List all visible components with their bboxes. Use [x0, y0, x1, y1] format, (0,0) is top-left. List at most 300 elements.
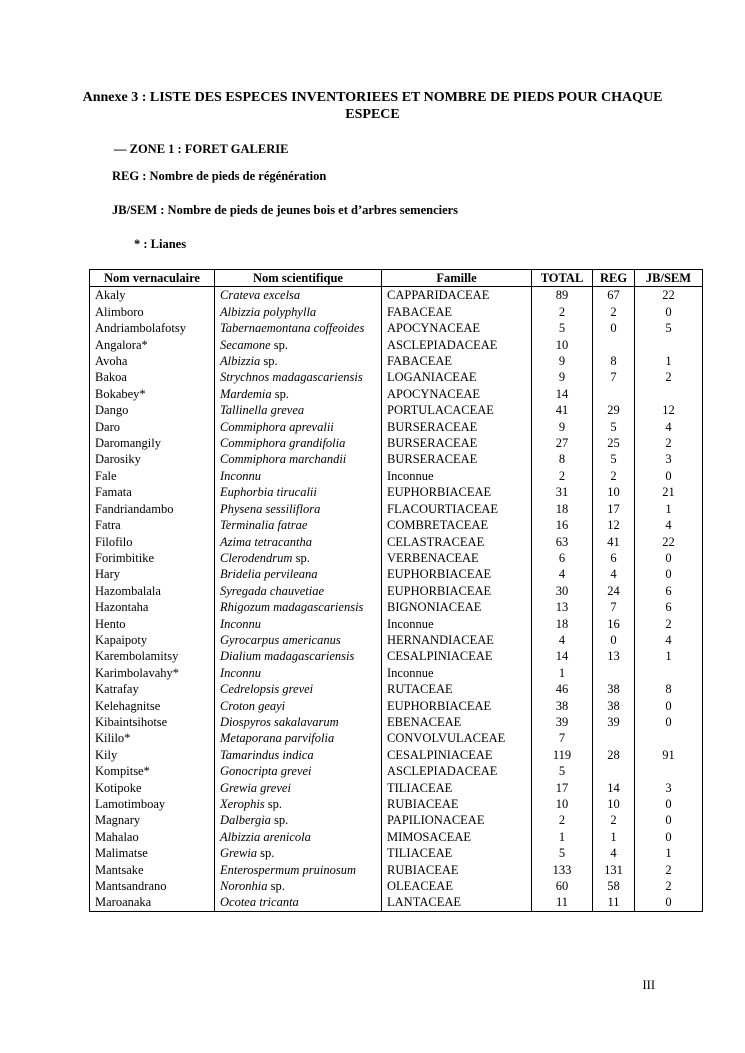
scientific-name: Diospyros sakalavarum	[220, 714, 339, 729]
species-abbrev: sp.	[295, 550, 310, 565]
cell-jb-sem: 0	[635, 812, 703, 828]
cell-famille: BURSERACEAE	[382, 435, 532, 451]
cell-reg: 17	[593, 501, 635, 517]
cell-nom-scientifique	[215, 451, 382, 467]
cell-nom-vernaculaire: Alimboro	[90, 304, 215, 320]
table-row	[90, 681, 703, 697]
cell-nom-vernaculaire: Hento	[90, 616, 215, 632]
cell-famille: ASCLEPIADACEAE	[382, 337, 532, 353]
cell-famille: HERNANDIACEAE	[382, 632, 532, 648]
cell-nom-vernaculaire: Lamotimboay	[90, 796, 215, 812]
cell-jb-sem: 8	[635, 681, 703, 697]
cell-nom-scientifique	[215, 829, 382, 845]
scientific-name: Dalbergia	[220, 813, 271, 828]
cell-nom-scientifique	[215, 681, 382, 697]
cell-nom-scientifique	[215, 337, 382, 353]
cell-nom-vernaculaire: Kapaipoty	[90, 632, 215, 648]
cell-famille: CESALPINIACEAE	[382, 747, 532, 763]
cell-nom-vernaculaire: Kily	[90, 747, 215, 763]
cell-nom-vernaculaire: Fale	[90, 468, 215, 484]
scientific-name: Commiphora aprevalii	[220, 419, 334, 434]
cell-nom-scientifique	[215, 632, 382, 648]
table-row	[90, 583, 703, 599]
cell-reg: 0	[593, 320, 635, 336]
cell-nom-scientifique	[215, 369, 382, 385]
scientific-name: Cedrelopsis grevei	[220, 682, 314, 697]
cell-famille: OLEACEAE	[382, 878, 532, 894]
table-row	[90, 763, 703, 779]
cell-famille: TILIACEAE	[382, 780, 532, 796]
cell-reg: 5	[593, 451, 635, 467]
cell-total: 41	[532, 402, 593, 418]
cell-jb-sem: 12	[635, 402, 703, 418]
scientific-name: Xerophis	[220, 797, 265, 811]
cell-reg: 41	[593, 534, 635, 550]
cell-nom-vernaculaire: Maroanaka	[90, 894, 215, 911]
cell-total: 7	[532, 730, 593, 746]
table-row	[90, 747, 703, 763]
header-nom-vernaculaire: Nom vernaculaire	[90, 270, 215, 287]
cell-reg: 38	[593, 698, 635, 714]
cell-famille: EUPHORBIACEAE	[382, 566, 532, 582]
cell-total: 13	[532, 599, 593, 615]
cell-famille: ASCLEPIADACEAE	[382, 763, 532, 779]
table-row	[90, 484, 703, 500]
cell-total: 2	[532, 468, 593, 484]
cell-nom-scientifique	[215, 534, 382, 550]
scientific-name: Croton geayi	[220, 698, 286, 713]
cell-jb-sem: 1	[635, 501, 703, 517]
cell-reg: 10	[593, 484, 635, 500]
cell-total: 11	[532, 894, 593, 911]
table-row	[90, 386, 703, 402]
cell-nom-scientifique	[215, 517, 382, 533]
scientific-name: Terminalia fatrae	[220, 518, 308, 533]
cell-nom-vernaculaire: Avoha	[90, 353, 215, 369]
cell-total: 1	[532, 829, 593, 845]
cell-reg: 8	[593, 353, 635, 369]
cell-nom-scientifique	[215, 304, 382, 320]
table-row	[90, 337, 703, 353]
cell-jb-sem	[635, 763, 703, 779]
cell-jb-sem: 4	[635, 517, 703, 533]
cell-nom-scientifique	[215, 386, 382, 402]
cell-famille: Inconnue	[382, 468, 532, 484]
cell-reg: 14	[593, 780, 635, 796]
cell-reg	[593, 665, 635, 681]
species-table	[89, 269, 703, 912]
cell-total: 89	[532, 287, 593, 304]
cell-famille: APOCYNACEAE	[382, 386, 532, 402]
cell-famille: EUPHORBIACEAE	[382, 484, 532, 500]
cell-jb-sem: 0	[635, 714, 703, 730]
table-row	[90, 599, 703, 615]
cell-jb-sem	[635, 386, 703, 402]
cell-famille: APOCYNACEAE	[382, 320, 532, 336]
cell-nom-vernaculaire: Magnary	[90, 812, 215, 828]
scientific-name: Commiphora marchandii	[220, 452, 347, 467]
cell-total: 6	[532, 550, 593, 566]
cell-nom-vernaculaire: Mahalao	[90, 829, 215, 845]
scientific-name: Dialium madagascariensis	[220, 649, 355, 664]
cell-jb-sem	[635, 665, 703, 681]
cell-nom-vernaculaire: Kelehagnitse	[90, 698, 215, 714]
table-row	[90, 468, 703, 484]
page-number: III	[642, 978, 655, 992]
cell-jb-sem: 0	[635, 796, 703, 812]
jb-sem-legend: JB/SEM : Nombre de pieds de jeunes bois et d’arbres semenciers	[112, 203, 459, 217]
cell-nom-scientifique	[215, 468, 382, 484]
cell-jb-sem: 2	[635, 616, 703, 632]
cell-famille: EUPHORBIACEAE	[382, 698, 532, 714]
cell-jb-sem: 0	[635, 550, 703, 566]
table-row	[90, 665, 703, 681]
cell-reg: 25	[593, 435, 635, 451]
header-famille: Famille	[382, 270, 532, 287]
cell-nom-scientifique	[215, 894, 382, 911]
cell-total: 63	[532, 534, 593, 550]
cell-famille: EUPHORBIACEAE	[382, 583, 532, 599]
cell-jb-sem: 3	[635, 451, 703, 467]
table-row	[90, 419, 703, 435]
cell-total: 5	[532, 320, 593, 336]
cell-reg: 28	[593, 747, 635, 763]
cell-reg: 38	[593, 681, 635, 697]
cell-nom-vernaculaire: Hary	[90, 566, 215, 582]
cell-famille: CESALPINIACEAE	[382, 648, 532, 664]
table-row	[90, 353, 703, 369]
cell-total: 18	[532, 616, 593, 632]
scientific-name: Bridelia pervileana	[220, 567, 318, 582]
cell-jb-sem: 0	[635, 304, 703, 320]
cell-nom-vernaculaire: Kotipoke	[90, 780, 215, 796]
cell-nom-scientifique	[215, 747, 382, 763]
cell-reg: 10	[593, 796, 635, 812]
table-row	[90, 780, 703, 796]
cell-famille: BIGNONIACEAE	[382, 599, 532, 615]
cell-nom-vernaculaire: Karembolamitsy	[90, 648, 215, 664]
cell-jb-sem: 1	[635, 648, 703, 664]
header-jb-sem: JB/SEM	[635, 270, 703, 287]
cell-famille: FABACEAE	[382, 304, 532, 320]
cell-famille: Inconnue	[382, 665, 532, 681]
cell-reg: 131	[593, 862, 635, 878]
cell-nom-vernaculaire: Hazontaha	[90, 599, 215, 615]
species-abbrev: sp.	[274, 813, 289, 828]
scientific-name: Syregada chauvetiae	[220, 583, 325, 598]
table-header-row	[90, 270, 703, 287]
cell-nom-vernaculaire: Karimbolavahy*	[90, 665, 215, 681]
cell-famille: EBENACEAE	[382, 714, 532, 730]
table-row	[90, 550, 703, 566]
species-abbrev: sp.	[273, 337, 289, 352]
cell-jb-sem: 0	[635, 829, 703, 845]
cell-nom-vernaculaire: Daro	[90, 419, 215, 435]
cell-total: 10	[532, 796, 593, 812]
cell-famille: FLACOURTIACEAE	[382, 501, 532, 517]
cell-nom-scientifique	[215, 730, 382, 746]
table-row	[90, 829, 703, 845]
cell-reg: 5	[593, 419, 635, 435]
scientific-name: Grewia grevei	[220, 780, 291, 795]
scientific-name: Physena sessiliflora	[220, 501, 321, 516]
cell-total: 5	[532, 845, 593, 861]
cell-nom-vernaculaire: Famata	[90, 484, 215, 500]
cell-jb-sem: 6	[635, 599, 703, 615]
scientific-name: Mardemia	[220, 386, 272, 401]
table-row	[90, 287, 703, 304]
cell-nom-scientifique	[215, 878, 382, 894]
cell-jb-sem: 0	[635, 698, 703, 714]
cell-nom-vernaculaire: Forimbitike	[90, 550, 215, 566]
cell-nom-scientifique	[215, 287, 382, 304]
scientific-name: Secamone	[220, 337, 271, 352]
cell-nom-vernaculaire: Kibaintsihotse	[90, 714, 215, 730]
table-row	[90, 714, 703, 730]
cell-reg: 29	[593, 402, 635, 418]
cell-total: 31	[532, 484, 593, 500]
scientific-name: Azima tetracantha	[220, 534, 313, 549]
cell-famille: PAPILIONACEAE	[382, 812, 532, 828]
cell-famille: PORTULACACEAE	[382, 402, 532, 418]
cell-nom-vernaculaire: Hazombalala	[90, 583, 215, 599]
scientific-name: Gyrocarpus americanus	[220, 632, 341, 647]
table-row	[90, 517, 703, 533]
table-row	[90, 632, 703, 648]
cell-total: 18	[532, 501, 593, 517]
cell-reg: 2	[593, 812, 635, 828]
cell-reg: 2	[593, 304, 635, 320]
cell-nom-scientifique	[215, 419, 382, 435]
scientific-name: Inconnu	[220, 665, 261, 680]
scientific-name: Inconnu	[220, 468, 261, 483]
species-abbrev: sp.	[274, 386, 289, 401]
cell-reg: 7	[593, 599, 635, 615]
cell-nom-scientifique	[215, 484, 382, 500]
table-row	[90, 796, 703, 812]
cell-jb-sem: 2	[635, 435, 703, 451]
cell-famille: LANTACEAE	[382, 894, 532, 911]
cell-nom-vernaculaire: Mantsake	[90, 862, 215, 878]
cell-nom-scientifique	[215, 616, 382, 632]
table-row	[90, 402, 703, 418]
cell-famille: RUBIACEAE	[382, 862, 532, 878]
cell-reg: 4	[593, 566, 635, 582]
cell-famille: CELASTRACEAE	[382, 534, 532, 550]
cell-total: 8	[532, 451, 593, 467]
cell-total: 2	[532, 812, 593, 828]
cell-nom-scientifique	[215, 665, 382, 681]
scientific-name: Metaporana parvifolia	[220, 731, 335, 746]
zone-label: — ZONE 1 : FORET GALERIE	[114, 142, 289, 156]
cell-total: 46	[532, 681, 593, 697]
header-reg: REG	[593, 270, 635, 287]
cell-jb-sem: 0	[635, 468, 703, 484]
header-nom-scientifique: Nom scientifique	[215, 270, 382, 287]
cell-reg: 24	[593, 583, 635, 599]
cell-nom-vernaculaire: Fatra	[90, 517, 215, 533]
cell-nom-vernaculaire: Kililo*	[90, 730, 215, 746]
scientific-name: Noronhia	[220, 879, 268, 894]
cell-nom-vernaculaire: Bokabey*	[90, 386, 215, 402]
table-row	[90, 894, 703, 911]
species-abbrev: sp.	[260, 846, 275, 861]
cell-nom-scientifique	[215, 599, 382, 615]
cell-nom-vernaculaire: Angalora*	[90, 337, 215, 353]
cell-total: 9	[532, 353, 593, 369]
cell-jb-sem	[635, 730, 703, 746]
cell-nom-scientifique	[215, 796, 382, 812]
cell-reg: 12	[593, 517, 635, 533]
table-row	[90, 320, 703, 336]
cell-nom-vernaculaire: Fandriandambo	[90, 501, 215, 517]
table-row	[90, 845, 703, 861]
cell-total: 10	[532, 337, 593, 353]
cell-nom-vernaculaire: Dango	[90, 402, 215, 418]
cell-nom-scientifique	[215, 698, 382, 714]
cell-nom-vernaculaire: Malimatse	[90, 845, 215, 861]
cell-total: 4	[532, 566, 593, 582]
cell-jb-sem: 4	[635, 419, 703, 435]
cell-nom-scientifique	[215, 763, 382, 779]
scientific-name: Grewia	[220, 846, 258, 861]
cell-jb-sem: 6	[635, 583, 703, 599]
cell-famille: COMBRETACEAE	[382, 517, 532, 533]
cell-nom-vernaculaire: Akaly	[90, 287, 215, 304]
scientific-name: Tallinella grevea	[220, 403, 305, 418]
cell-reg: 11	[593, 894, 635, 911]
cell-nom-scientifique	[215, 566, 382, 582]
cell-jb-sem: 3	[635, 780, 703, 796]
table-row	[90, 304, 703, 320]
cell-reg: 13	[593, 648, 635, 664]
cell-nom-scientifique	[215, 435, 382, 451]
table-row	[90, 369, 703, 385]
cell-jb-sem: 2	[635, 862, 703, 878]
page-title: Annexe 3 : LISTE DES ESPECES INVENTORIEES ET NOMBRE DE PIEDS POUR CHAQUE ESPECE	[82, 90, 663, 122]
cell-reg: 39	[593, 714, 635, 730]
scientific-name: Ocotea tricanta	[220, 895, 299, 910]
cell-jb-sem: 1	[635, 845, 703, 861]
table-row	[90, 862, 703, 878]
cell-reg: 2	[593, 468, 635, 484]
cell-nom-scientifique	[215, 550, 382, 566]
cell-reg: 16	[593, 616, 635, 632]
cell-nom-vernaculaire: Filofilo	[90, 534, 215, 550]
table-row	[90, 812, 703, 828]
cell-famille: RUTACEAE	[382, 681, 532, 697]
cell-total: 5	[532, 763, 593, 779]
cell-nom-scientifique	[215, 353, 382, 369]
cell-nom-scientifique	[215, 714, 382, 730]
cell-reg	[593, 730, 635, 746]
cell-reg	[593, 337, 635, 353]
cell-total: 1	[532, 665, 593, 681]
cell-nom-vernaculaire: Daromangily	[90, 435, 215, 451]
table-row	[90, 451, 703, 467]
scientific-name: Albizzia polyphylla	[220, 304, 317, 319]
cell-total: 2	[532, 304, 593, 320]
cell-total: 133	[532, 862, 593, 878]
table-row	[90, 566, 703, 582]
cell-jb-sem: 21	[635, 484, 703, 500]
scientific-name: Gonocripta grevei	[220, 764, 312, 779]
cell-nom-scientifique	[215, 320, 382, 336]
cell-nom-scientifique	[215, 780, 382, 796]
cell-reg: 0	[593, 632, 635, 648]
species-abbrev: sp.	[267, 797, 283, 811]
cell-reg: 4	[593, 845, 635, 861]
cell-famille: RUBIACEAE	[382, 796, 532, 812]
cell-jb-sem: 5	[635, 320, 703, 336]
cell-reg	[593, 386, 635, 402]
cell-famille: LOGANIACEAE	[382, 369, 532, 385]
cell-total: 9	[532, 419, 593, 435]
cell-nom-scientifique	[215, 402, 382, 418]
cell-nom-vernaculaire: Mantsandrano	[90, 878, 215, 894]
header-total: TOTAL	[532, 270, 593, 287]
species-abbrev: sp.	[263, 354, 278, 369]
cell-total: 14	[532, 386, 593, 402]
cell-reg: 6	[593, 550, 635, 566]
table-row	[90, 698, 703, 714]
scientific-name: Albizzia	[220, 354, 261, 369]
cell-total: 119	[532, 747, 593, 763]
cell-famille: Inconnue	[382, 616, 532, 632]
cell-total: 60	[532, 878, 593, 894]
scientific-name: Albizzia arenicola	[220, 829, 311, 844]
cell-total: 16	[532, 517, 593, 533]
cell-nom-vernaculaire: Andriambolafotsy	[90, 320, 215, 336]
cell-famille: VERBENACEAE	[382, 550, 532, 566]
table-row	[90, 648, 703, 664]
scientific-name: Tamarindus indica	[220, 747, 314, 762]
scientific-name: Tabernaemontana coffeoides	[220, 321, 365, 336]
scientific-name: Rhigozum madagascariensis	[220, 600, 364, 615]
cell-reg: 1	[593, 829, 635, 845]
lianes-legend: * : Lianes	[134, 237, 187, 251]
table-row	[90, 534, 703, 550]
cell-jb-sem	[635, 337, 703, 353]
cell-famille: BURSERACEAE	[382, 451, 532, 467]
table-row	[90, 435, 703, 451]
cell-reg: 58	[593, 878, 635, 894]
cell-jb-sem: 2	[635, 878, 703, 894]
cell-total: 30	[532, 583, 593, 599]
species-abbrev: sp.	[270, 879, 285, 894]
cell-total: 4	[532, 632, 593, 648]
cell-total: 9	[532, 369, 593, 385]
cell-nom-scientifique	[215, 812, 382, 828]
cell-nom-vernaculaire: Bakoa	[90, 369, 215, 385]
cell-nom-vernaculaire: Darosiky	[90, 451, 215, 467]
cell-famille: TILIACEAE	[382, 845, 532, 861]
scientific-name: Strychnos madagascariensis	[220, 370, 363, 385]
cell-reg: 67	[593, 287, 635, 304]
reg-legend: REG : Nombre de pieds de régénération	[112, 169, 327, 183]
cell-nom-scientifique	[215, 501, 382, 517]
cell-jb-sem: 22	[635, 534, 703, 550]
scientific-name: Commiphora grandifolia	[220, 436, 346, 451]
scientific-name: Euphorbia tirucalii	[220, 485, 317, 500]
cell-total: 17	[532, 780, 593, 796]
cell-jb-sem: 0	[635, 566, 703, 582]
cell-famille: CONVOLVULACEAE	[382, 730, 532, 746]
scientific-name: Inconnu	[220, 616, 261, 631]
cell-famille: BURSERACEAE	[382, 419, 532, 435]
cell-nom-scientifique	[215, 845, 382, 861]
scientific-name: Clerodendrum	[220, 550, 293, 565]
